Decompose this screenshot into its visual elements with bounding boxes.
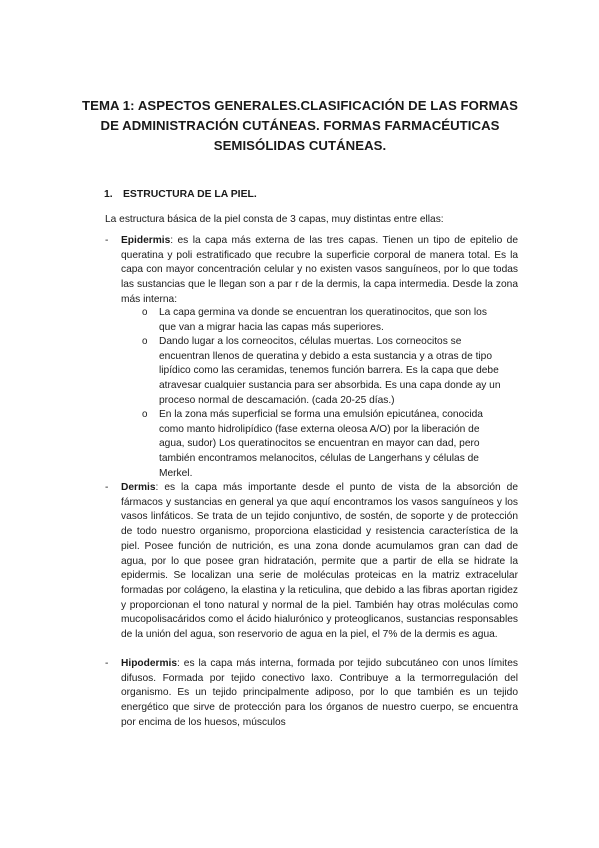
bullet-dash: - — [105, 482, 109, 493]
bullet-term: Epidermis — [121, 235, 171, 246]
title-line-3: SEMISÓLIDAS CUTÁNEAS. — [213, 138, 387, 153]
intro-paragraph: La estructura básica de la piel consta de 3 capas, muy distintas entre ellas: — [105, 214, 444, 225]
bullet-text — [121, 657, 518, 731]
sub-item-marker: o — [142, 307, 148, 318]
section-number: 1. — [104, 189, 113, 200]
section-heading — [104, 188, 257, 202]
bullet-text — [121, 234, 518, 308]
bullet-body: : es la capa más interna, formada por tejido subcutáneo con unos límites difusos. Formada por tejido conectivo laxo. Contribuye a la termorregulación del organismo. Es un tejido principalmente adiposo, por lo que también es un tejido energético que sirve de protección para los órganos de nuestro cuerpo, se encuentra por encima de los huesos, músculos — [121, 658, 518, 728]
bullet-body: : es la capa más importante desde el punto de vista de la absorción de fármacos y sustancias en general ya que aquí encontramos los vasos sanguíneos y los vasos linfáticos. Se trata de un tejido conjuntivo, de sostén, de soporte y de protección de todo nuestro organismo, proporciona elasticidad y resistencia característica de la piel. Posee función de nutrición, es una zona donde acumulamos gran can dad de agua, por lo que posee gran hidratación, permite que a partir de ella se hidrate la epidermis. Se localizan una serie de moléculas proteicas en la matriz extracelular formadas por colágeno, la elastina y la reticulina, que debido a las fibras aportan rigidez y proporcionan el tono natural y normal de la piel. También hay otras moléculas como mucopolisacáridos como el ácido hialurónico y proteoglicanos, sustancias responsables de la unión del agua, son reservorio de agua en la piel, el 7% de la dermis es agua. — [121, 482, 518, 641]
sub-item-marker: o — [142, 409, 148, 420]
title-line-1: TEMA 1: ASPECTOS GENERALES.CLASIFICACIÓN DE LAS FORMAS — [82, 98, 518, 113]
bullet-dash: - — [105, 235, 109, 246]
section-heading-text: ESTRUCTURA DE LA PIEL. — [123, 189, 257, 200]
bullet-term: Hipodermis — [121, 658, 178, 669]
sub-item-text: La capa germina va donde se encuentran los queratinocitos, que son los que van a migrar hacia las capas más superiores. — [159, 307, 487, 333]
bullet-text — [121, 481, 518, 643]
sub-item-text: En la zona más superficial se forma una emulsión epicutánea, conocida como manto hidrolipídico (fase externa oleosa A/O) por la liberación de agua, sudor) Los queratinocitos se encuentran en mayor can dad, pero también encontramos melanocitos, células de Langerhans y células de Merkel. — [159, 409, 483, 479]
bullet-term: Dermis — [121, 482, 156, 493]
sub-item-text: Dando lugar a los corneocitos, células muertas. Los corneocitos se encuentran llenos de queratina y debido a esta sustancia y a otras de tipo lipídico como las ceramidas, tenemos función barrera. Es la capa que debe atravesar cualquier sustancia para ser absorbida. Es una capa donde ay un proceso normal de descamación. (cada 20-25 días.) — [159, 336, 501, 406]
document-title — [70, 96, 530, 156]
bullet-body: : es la capa más externa de las tres capas. Tienen un tipo de epitelio de queratina y poli estratificado que recubre la superficie corporal de manera total. Es la capa con mayor concentración celular y no existen vasos sanguíneos, por lo que todas las sustancias que le llegan son a par r de la dermis, la capa intermedia. Desde la zona más interna: — [121, 235, 518, 305]
title-line-2: DE ADMINISTRACIÓN CUTÁNEAS. FORMAS FARMACÉUTICAS — [100, 118, 500, 133]
bullet-dash: - — [105, 658, 109, 669]
sub-item-marker: o — [142, 336, 148, 347]
